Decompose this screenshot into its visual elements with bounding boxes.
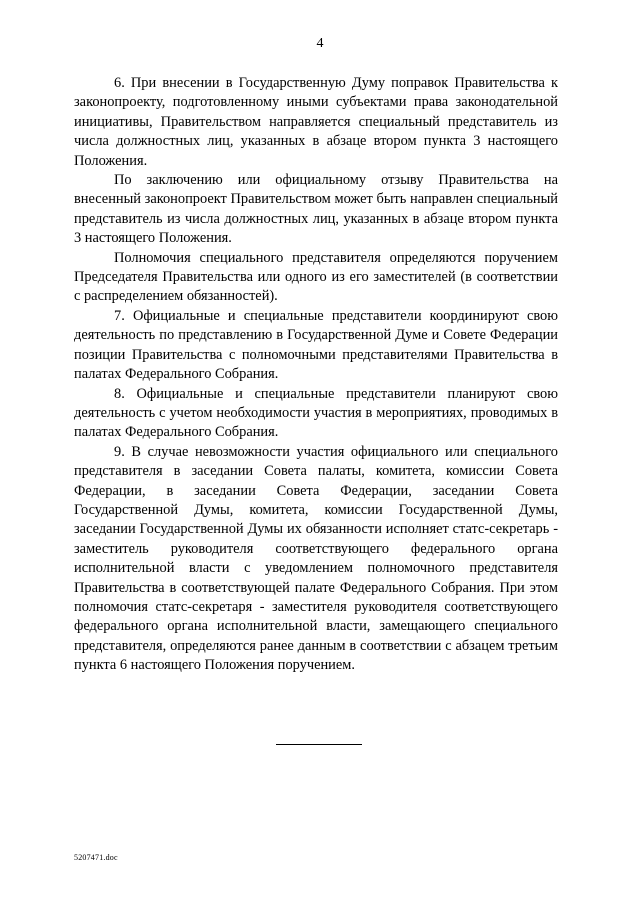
paragraph-6-authority: Полномочия специального представителя определяются поручением Председателя Правительства или одного из его заместителей (в соответствии с распределением обязанностей). bbox=[74, 249, 558, 305]
end-divider bbox=[276, 744, 362, 745]
document-file-id: 5207471.doc bbox=[74, 853, 118, 862]
document-body bbox=[74, 74, 558, 676]
paragraph-7: 7. Официальные и специальные представители координируют свою деятельность по представлению в Государственной Думе и Совете Федерации позиции Правительства с полномочными представителями Правительства в палатах Федерального Собрания. bbox=[74, 307, 558, 383]
paragraph-9: 9. В случае невозможности участия официального или специального представителя в заседании Совета палаты, комитета, комиссии Совета Федерации, в заседании Совета Федерации, заседании Совета Государственной Думы, комитета, комиссии Государственной Думы, заседании Государственной Думы их обязанности исполняет статс-секретарь - заместитель руководителя соответствующего федерального органа исполнительной власти с уведомлением полномочного представителя Правительства в соответствующей палате Федерального Собрания. При этом полномочия статс-секретаря - заместителя руководителя соответствующего федерального органа исполнительной власти, замещающего специального представителя, определяются ранее данным в соответствии с абзацем третьим пункта 6 настоящего Положения поручением. bbox=[74, 443, 558, 674]
page-number: 4 bbox=[316, 36, 324, 51]
paragraph-6-conclusion: По заключению или официальному отзыву Правительства на внесенный законопроект Правительством может быть направлен специальный представитель из числа должностных лиц, указанных в абзаце втором пункта 3 настоящего Положения. bbox=[74, 172, 558, 247]
paragraph-8: 8. Официальные и специальные представители планируют свою деятельность с учетом необходимости участия в мероприятиях, проводимых в палатах Федерального Собрания. bbox=[74, 385, 558, 441]
paragraph-6: 6. При внесении в Государственную Думу поправок Правительства к законопроекту, подготовленному иными субъектами права законодательной инициативы, Правительством направляется специальный представитель из числа должностных лиц, указанных в абзаце втором пункта 3 настоящего Положения. bbox=[74, 75, 558, 169]
